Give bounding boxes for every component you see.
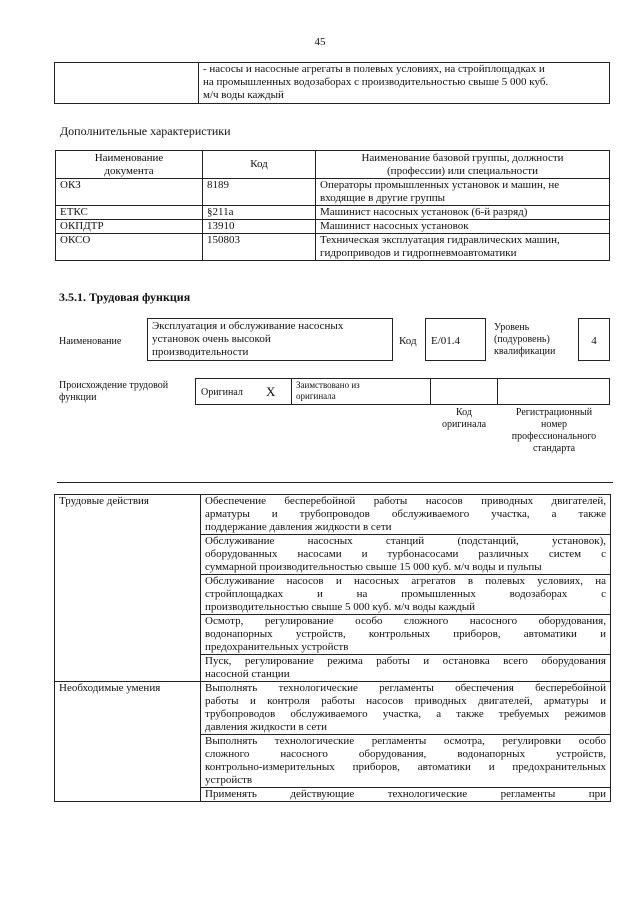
base-cell (316, 220, 610, 234)
divider-line (57, 482, 613, 483)
table-header-row (56, 151, 610, 179)
original-code-caption (430, 407, 498, 431)
section-title: Трудовые действия (55, 495, 201, 682)
base-cell (316, 206, 610, 220)
borrowed-label (296, 380, 360, 402)
table-row (55, 63, 610, 104)
text-line: Код (456, 407, 472, 418)
additional-characteristics-table (55, 150, 610, 261)
list-item (201, 655, 611, 682)
list-item (201, 615, 611, 655)
text-line: квалификации (494, 346, 556, 357)
text-line: (подуровень) (494, 334, 550, 345)
text-line: Заимствовано из (296, 380, 360, 390)
function-name-box (147, 318, 393, 361)
list-item (201, 682, 611, 735)
section-title: Необходимые умения (55, 682, 201, 802)
original-cell (196, 379, 292, 404)
original-label: Оригинал (201, 387, 243, 398)
text-line: арматуры и трубопроводов обслуживаемого участка, а также (205, 508, 606, 520)
header-document (56, 151, 203, 179)
text-line: Машинист насосных установок (320, 220, 469, 232)
text-line: номер (541, 419, 567, 430)
text-line: стандарта (532, 443, 576, 454)
table-row (56, 234, 610, 261)
list-item (201, 788, 611, 802)
text-line: производительностью свыше 5 000 куб. м/ч воды каждый (205, 601, 476, 613)
text-line: Выполнять технологические регламенты обеспечения бесперебойной (205, 682, 606, 694)
table-row (55, 495, 611, 535)
original-mark: X (266, 384, 276, 399)
name-label: Наименование (59, 336, 122, 347)
header-line: (профессии) или специальности (387, 164, 538, 177)
text-line: оборудованных насосами и турбонасосами различных систем с (205, 548, 606, 560)
code-cell: 8189 (203, 179, 316, 206)
text-line: контрольно-измерительных приборов, автоматики и предохранительных (205, 761, 606, 773)
text-line: м/ч воды каждый (203, 89, 284, 101)
table-row (56, 206, 610, 220)
text-line: Эксплуатация и обслуживание насосных (152, 320, 344, 332)
text-line: стройплощадках и на промышленных водозаборах с (205, 588, 606, 600)
text-line: Машинист насосных установок (6-й разряд) (320, 206, 528, 218)
text-line: Уровень (494, 322, 530, 333)
registration-number-caption (498, 407, 610, 455)
text-line: Пуск, регулирование режима работы и остановка всего оборудования (205, 655, 606, 667)
text-line: суммарной производительностью свыше 15 000 куб. м/ч воды и пульпы (205, 561, 542, 573)
text-line: предохранительных устройств (205, 641, 349, 653)
text-line: на промышленных водозаборах с производительностью свыше 5 000 куб. (203, 76, 549, 88)
text-line: Техническая эксплуатация гидравлических машин, (320, 234, 560, 246)
origin-label (59, 380, 168, 404)
list-item (201, 575, 611, 615)
additional-characteristics-title: Дополнительные характеристики (60, 124, 231, 138)
text-line: оригинала (296, 391, 336, 401)
doc-cell: ОКЗ (56, 179, 203, 206)
base-cell (316, 234, 610, 261)
page-number: 45 (314, 36, 326, 48)
doc-cell: ОКСО (56, 234, 203, 261)
base-cell (316, 179, 610, 206)
continuation-table (54, 62, 610, 104)
text-line: Происхождение трудовой (59, 380, 169, 391)
text-line: профессионального (511, 431, 597, 442)
text-line: функции (59, 392, 97, 403)
header-line: документа (104, 164, 154, 177)
list-item (201, 495, 611, 535)
code-label: Код (399, 335, 417, 347)
text-line: производительности (152, 346, 249, 358)
table-row (55, 682, 611, 735)
header-line: Наименование (94, 151, 164, 164)
text-line: Регистрационный (515, 407, 593, 418)
text-line: Операторы промышленных установок и машин, не (320, 179, 560, 191)
text-line: трубопроводов обслуживаемого участка, а также требуемых режимов (205, 708, 606, 720)
text-line: оригинала (441, 419, 487, 430)
text-line: Осмотр, регулирование особо сложного насосного оборудования, (205, 615, 606, 627)
text-line: водонапорных устройств, контрольных приборов, автоматики и (205, 628, 606, 640)
text-line: поддержание давления жидкости в сети (205, 521, 392, 533)
continuation-left-cell (55, 63, 199, 104)
text-line: Выполнять технологические регламенты осмотра, регулировки особо (205, 735, 606, 747)
code-cell: §211а (203, 206, 316, 220)
text-line: Обслуживание насосов и насосных агрегатов в полевых условиях, на (205, 575, 606, 587)
labor-function-title: 3.5.1. Трудовая функция (59, 290, 191, 304)
origin-box (195, 378, 610, 405)
text-line: Обеспечение бесперебойной работы насосов приводных двигателей, (205, 495, 606, 507)
continuation-text-cell (199, 63, 610, 104)
text-line: входящие в другие группы (320, 192, 446, 204)
list-item (201, 535, 611, 575)
function-code-box: E/01.4 (425, 318, 486, 361)
text-line: устройств (205, 774, 253, 786)
text-line: сложного насосного оборудования, водонапорных устройств, (205, 748, 606, 760)
divider (430, 379, 431, 404)
doc-cell: ЕТКС (56, 206, 203, 220)
code-cell: 13910 (203, 220, 316, 234)
code-cell: 150803 (203, 234, 316, 261)
list-item (201, 735, 611, 788)
doc-cell: ОКПДТР (56, 220, 203, 234)
text-line: Обслуживание насосных станций (подстанций, установок), (205, 535, 606, 547)
text-line: давления жидкости в сети (205, 721, 327, 733)
text-line: установок очень высокой (152, 333, 271, 345)
qualification-level-label (494, 322, 555, 358)
header-base-group (316, 151, 610, 179)
header-code: Код (203, 151, 316, 179)
header-line: Наименование базовой группы, должности (361, 151, 564, 164)
text-line: насосной станции (205, 668, 290, 680)
qualification-level-box: 4 (578, 318, 610, 361)
text-line: работы и контроля работы насосов приводных двигателей, арматуры и (205, 695, 606, 707)
divider (497, 379, 498, 404)
labor-function-table (54, 494, 611, 802)
text-line: - насосы и насосные агрегаты в полевых условиях, на стройплощадках и (203, 63, 545, 75)
table-row (56, 220, 610, 234)
table-row (56, 179, 610, 206)
text-line: гидроприводов и гидропневмоавтоматики (320, 247, 517, 259)
text-line: Применять действующие технологические регламенты при (205, 788, 606, 800)
